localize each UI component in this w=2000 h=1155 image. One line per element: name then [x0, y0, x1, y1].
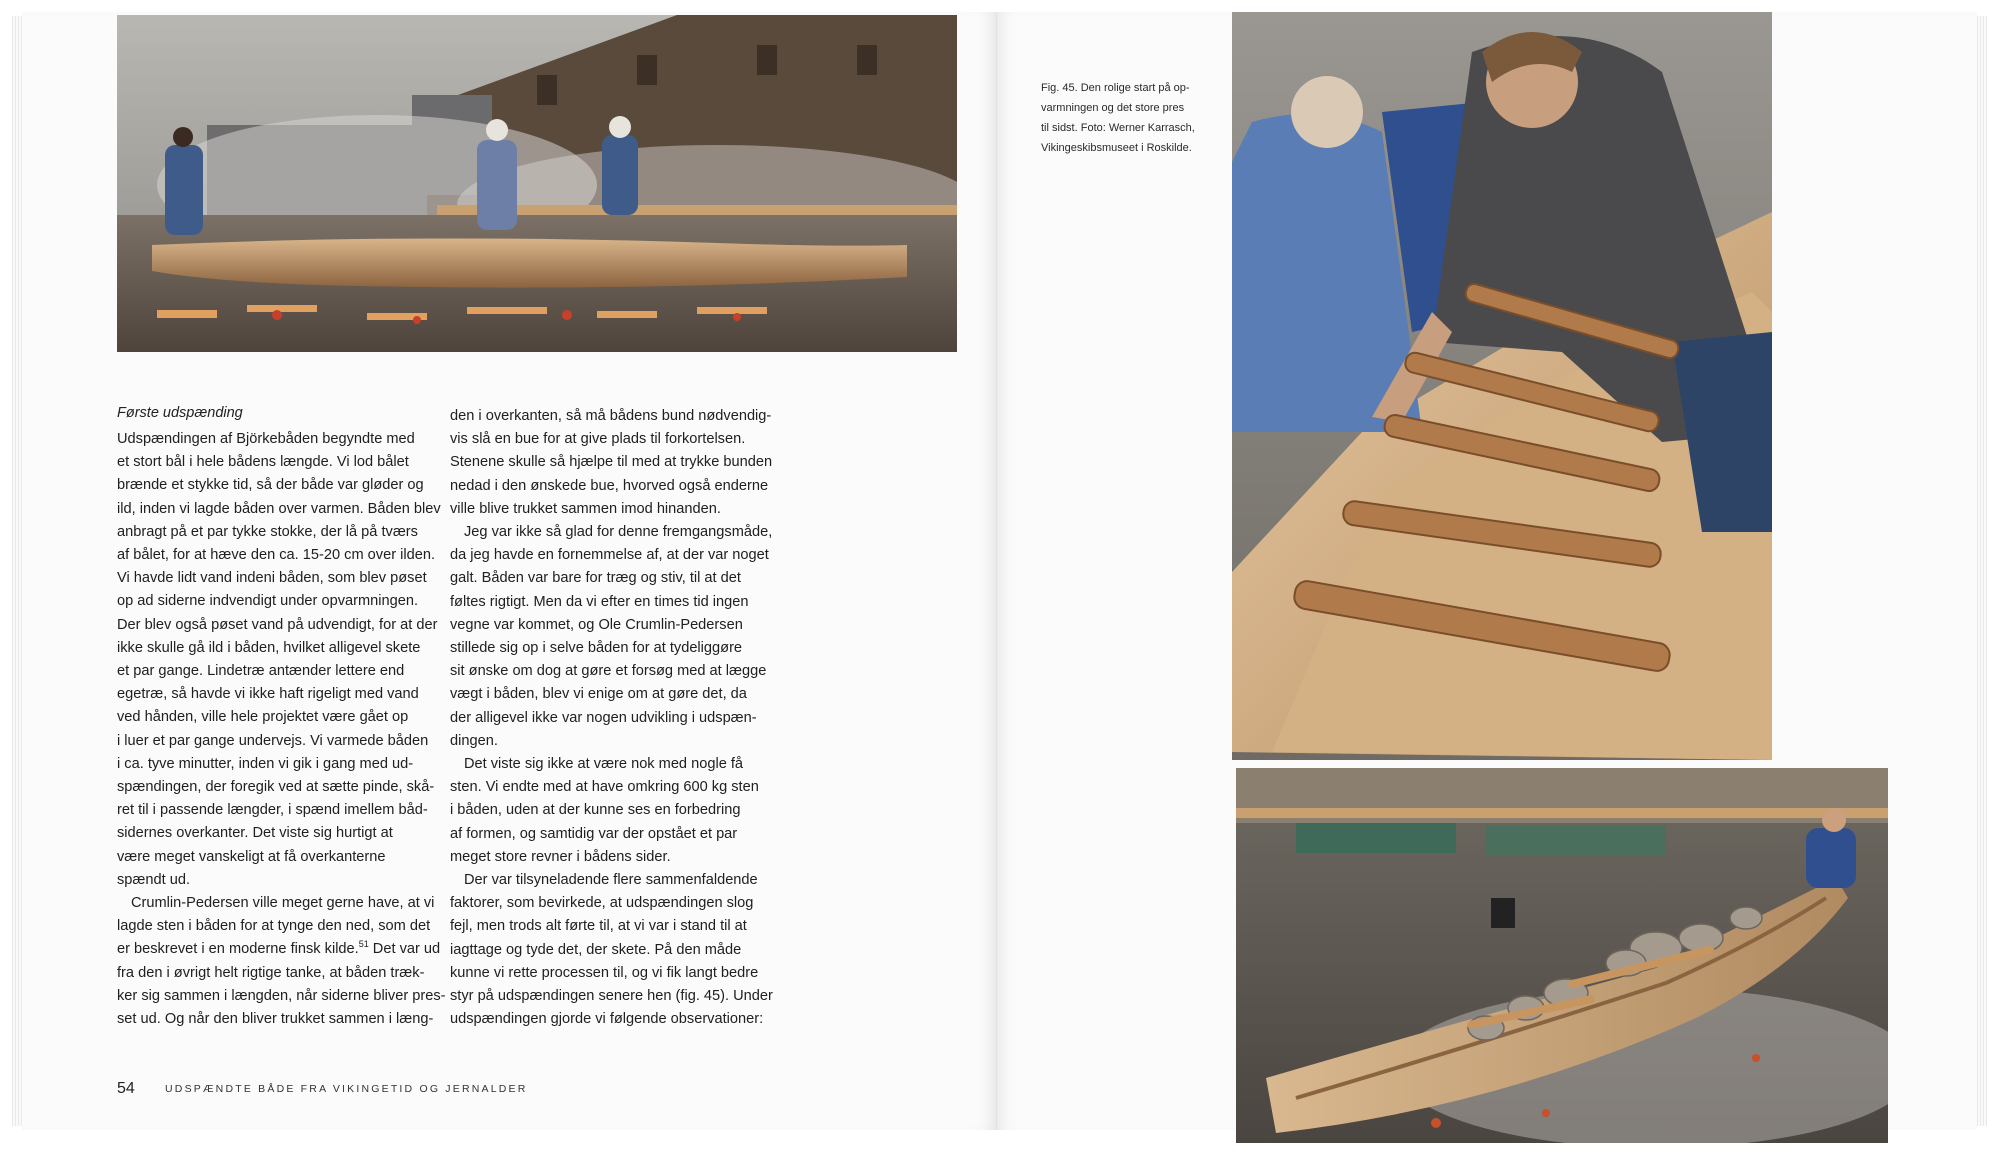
text-line: af formen, og samtidig var der opstået et par — [450, 825, 738, 842]
text-line: ker sig sammen i længden, når siderne bliver pres- — [117, 987, 446, 1004]
text-line: Der blev også pøset vand på udvendigt, for at der — [117, 616, 438, 633]
text-line: Udspændingen af Björkebåden begyndte med — [117, 431, 415, 447]
section-heading: Første udspænding — [117, 405, 243, 421]
text-line: i luer et par gange undervejs. Vi varmede båden — [117, 732, 429, 749]
body-column-2 — [450, 405, 773, 1031]
text-line: anbragt på et par tykke stokke, der lå på tværs — [117, 523, 418, 540]
text-line: da jeg havde en fornemmelse af, at der var noget — [450, 547, 769, 564]
text-line: kunne vi rette processen til, og vi fik langt bedre — [450, 964, 759, 981]
caption-line: Vikingeskibsmuseet i Roskilde. — [1041, 142, 1192, 154]
text-line: brænde et stykke tid, så der både var gløder og — [117, 477, 424, 494]
text-line: er beskrevet i en moderne finsk kilde. — [117, 941, 359, 958]
text-line: lagde sten i båden for at tynge den ned, som det — [117, 918, 431, 935]
text-line: føltes rigtigt. Men da vi efter en times tid ingen — [450, 593, 749, 610]
text-line: Det viste sig ikke at være nok med nogle få — [464, 756, 744, 773]
text-line: galt. Båden var bare for træg og stiv, til at det — [450, 570, 741, 587]
text-line-tail: Det var ud — [368, 941, 441, 958]
text-line: Crumlin-Pedersen ville meget gerne have, at vi — [131, 895, 435, 912]
caption-line: til sidst. Foto: Werner Karrasch, — [1041, 122, 1195, 134]
text-line: stillede sig op i selve båden for at tydeliggøre — [450, 640, 743, 657]
text-line: sten. Vi endte med at have omkring 600 kg sten — [450, 779, 759, 796]
text-line: spændt ud. — [117, 871, 191, 888]
text-line: faktorer, som bevirkede, at udspændingen slog — [450, 895, 754, 912]
caption-line: varmningen og det store pres — [1041, 102, 1185, 114]
photo-men-spreading-boat — [1232, 12, 1772, 760]
photo-boat-over-fire — [117, 15, 957, 352]
text-line: der alligevel ikke var nogen udvikling i udspæn- — [450, 709, 757, 726]
text-line: den i overkanten, så må bådens bund nødvendig- — [450, 408, 772, 424]
text-line: dingen. — [450, 732, 498, 749]
caption-line: Fig. 45. Den rolige start på op- — [1041, 82, 1190, 94]
text-line: ret til i passende længder, i spænd imellem båd- — [117, 802, 428, 819]
text-line: sidernes overkanter. Det viste sig hurtigt at — [117, 825, 393, 842]
photo-boat-with-stones — [1236, 768, 1888, 1143]
text-line: vegne var kommet, og Ole Crumlin-Pedersen — [450, 616, 743, 633]
text-line: ved hånden, ville hele projektet være gået op — [117, 709, 409, 726]
text-line: egetræ, så havde vi ikke haft rigeligt med vand — [117, 686, 419, 703]
text-line: vis slå en bue for at give plads til forkortelsen. — [450, 431, 746, 448]
text-line: Stenene skulle så hjælpe til med at trykke bunden — [450, 454, 773, 471]
text-line: set ud. Og når den bliver trukket sammen i læng- — [117, 1011, 434, 1028]
text-line: meget store revner i bådens sider. — [450, 848, 671, 865]
running-head: UDSPÆNDTE BÅDE FRA VIKINGETID OG JERNALDER — [165, 1083, 528, 1095]
text-line: Jeg var ikke så glad for denne fremgangsmåde, — [464, 524, 773, 541]
page-number: 54 — [117, 1080, 135, 1097]
text-line: ild, inden vi lagde båden over varmen. Båden blev — [117, 500, 441, 517]
text-line: et par gange. Lindetræ antænder lettere end — [117, 663, 405, 680]
body-column-1 — [117, 428, 446, 1031]
text-line: et stort bål i hele bådens længde. Vi lod bålet — [117, 454, 409, 471]
text-line: nedad i den ønskede bue, hvorved også enderne — [450, 477, 769, 494]
text-line: fra den i øvrigt helt rigtige tanke, at båden træk- — [117, 964, 425, 981]
text-line: styr på udspændingen senere hen (fig. 45). Under — [450, 988, 773, 1005]
page-edges-left — [12, 16, 22, 1126]
text-line: iagttage og tyde det, der skete. På den måde — [450, 941, 742, 958]
text-line: vægt i båden, blev vi enige om at gøre det, da — [450, 686, 747, 703]
text-line: ville blive trukket sammen imod hinanden. — [450, 500, 721, 517]
text-line: fejl, men trods alt førte til, at vi var i stand til at — [450, 918, 747, 935]
text-line: sit ønske om dog at gøre et forsøg med at lægge — [450, 663, 767, 680]
text-line: i båden, uden at der kunne ses en forbedring — [450, 802, 741, 819]
page-edges-right — [1977, 16, 1987, 1126]
figure-caption — [1041, 78, 1213, 158]
text-line: udspændingen gjorde vi følgende observationer: — [450, 1011, 764, 1028]
text-line: Vi havde lidt vand indeni båden, som blev pøset — [117, 570, 427, 587]
text-line: i ca. tyve minutter, inden vi gik i gang med ud- — [117, 755, 414, 772]
footnote-marker[interactable]: 51 — [358, 939, 369, 950]
text-line-with-footnote — [117, 938, 441, 961]
text-line: ikke skulle gå ild i båden, hvilket alligevel skete — [117, 639, 421, 656]
text-line: Der var tilsyneladende flere sammenfaldende — [464, 872, 758, 889]
text-line: spændingen, der foregik ved at sætte pinde, skå- — [117, 779, 435, 796]
text-line: af bålet, for at hæve den ca. 15-20 cm over ilden. — [117, 547, 435, 564]
text-line: være meget vanskeligt at få overkanterne — [117, 848, 386, 865]
text-line: op ad siderne indvendigt under opvarmningen. — [117, 593, 419, 610]
